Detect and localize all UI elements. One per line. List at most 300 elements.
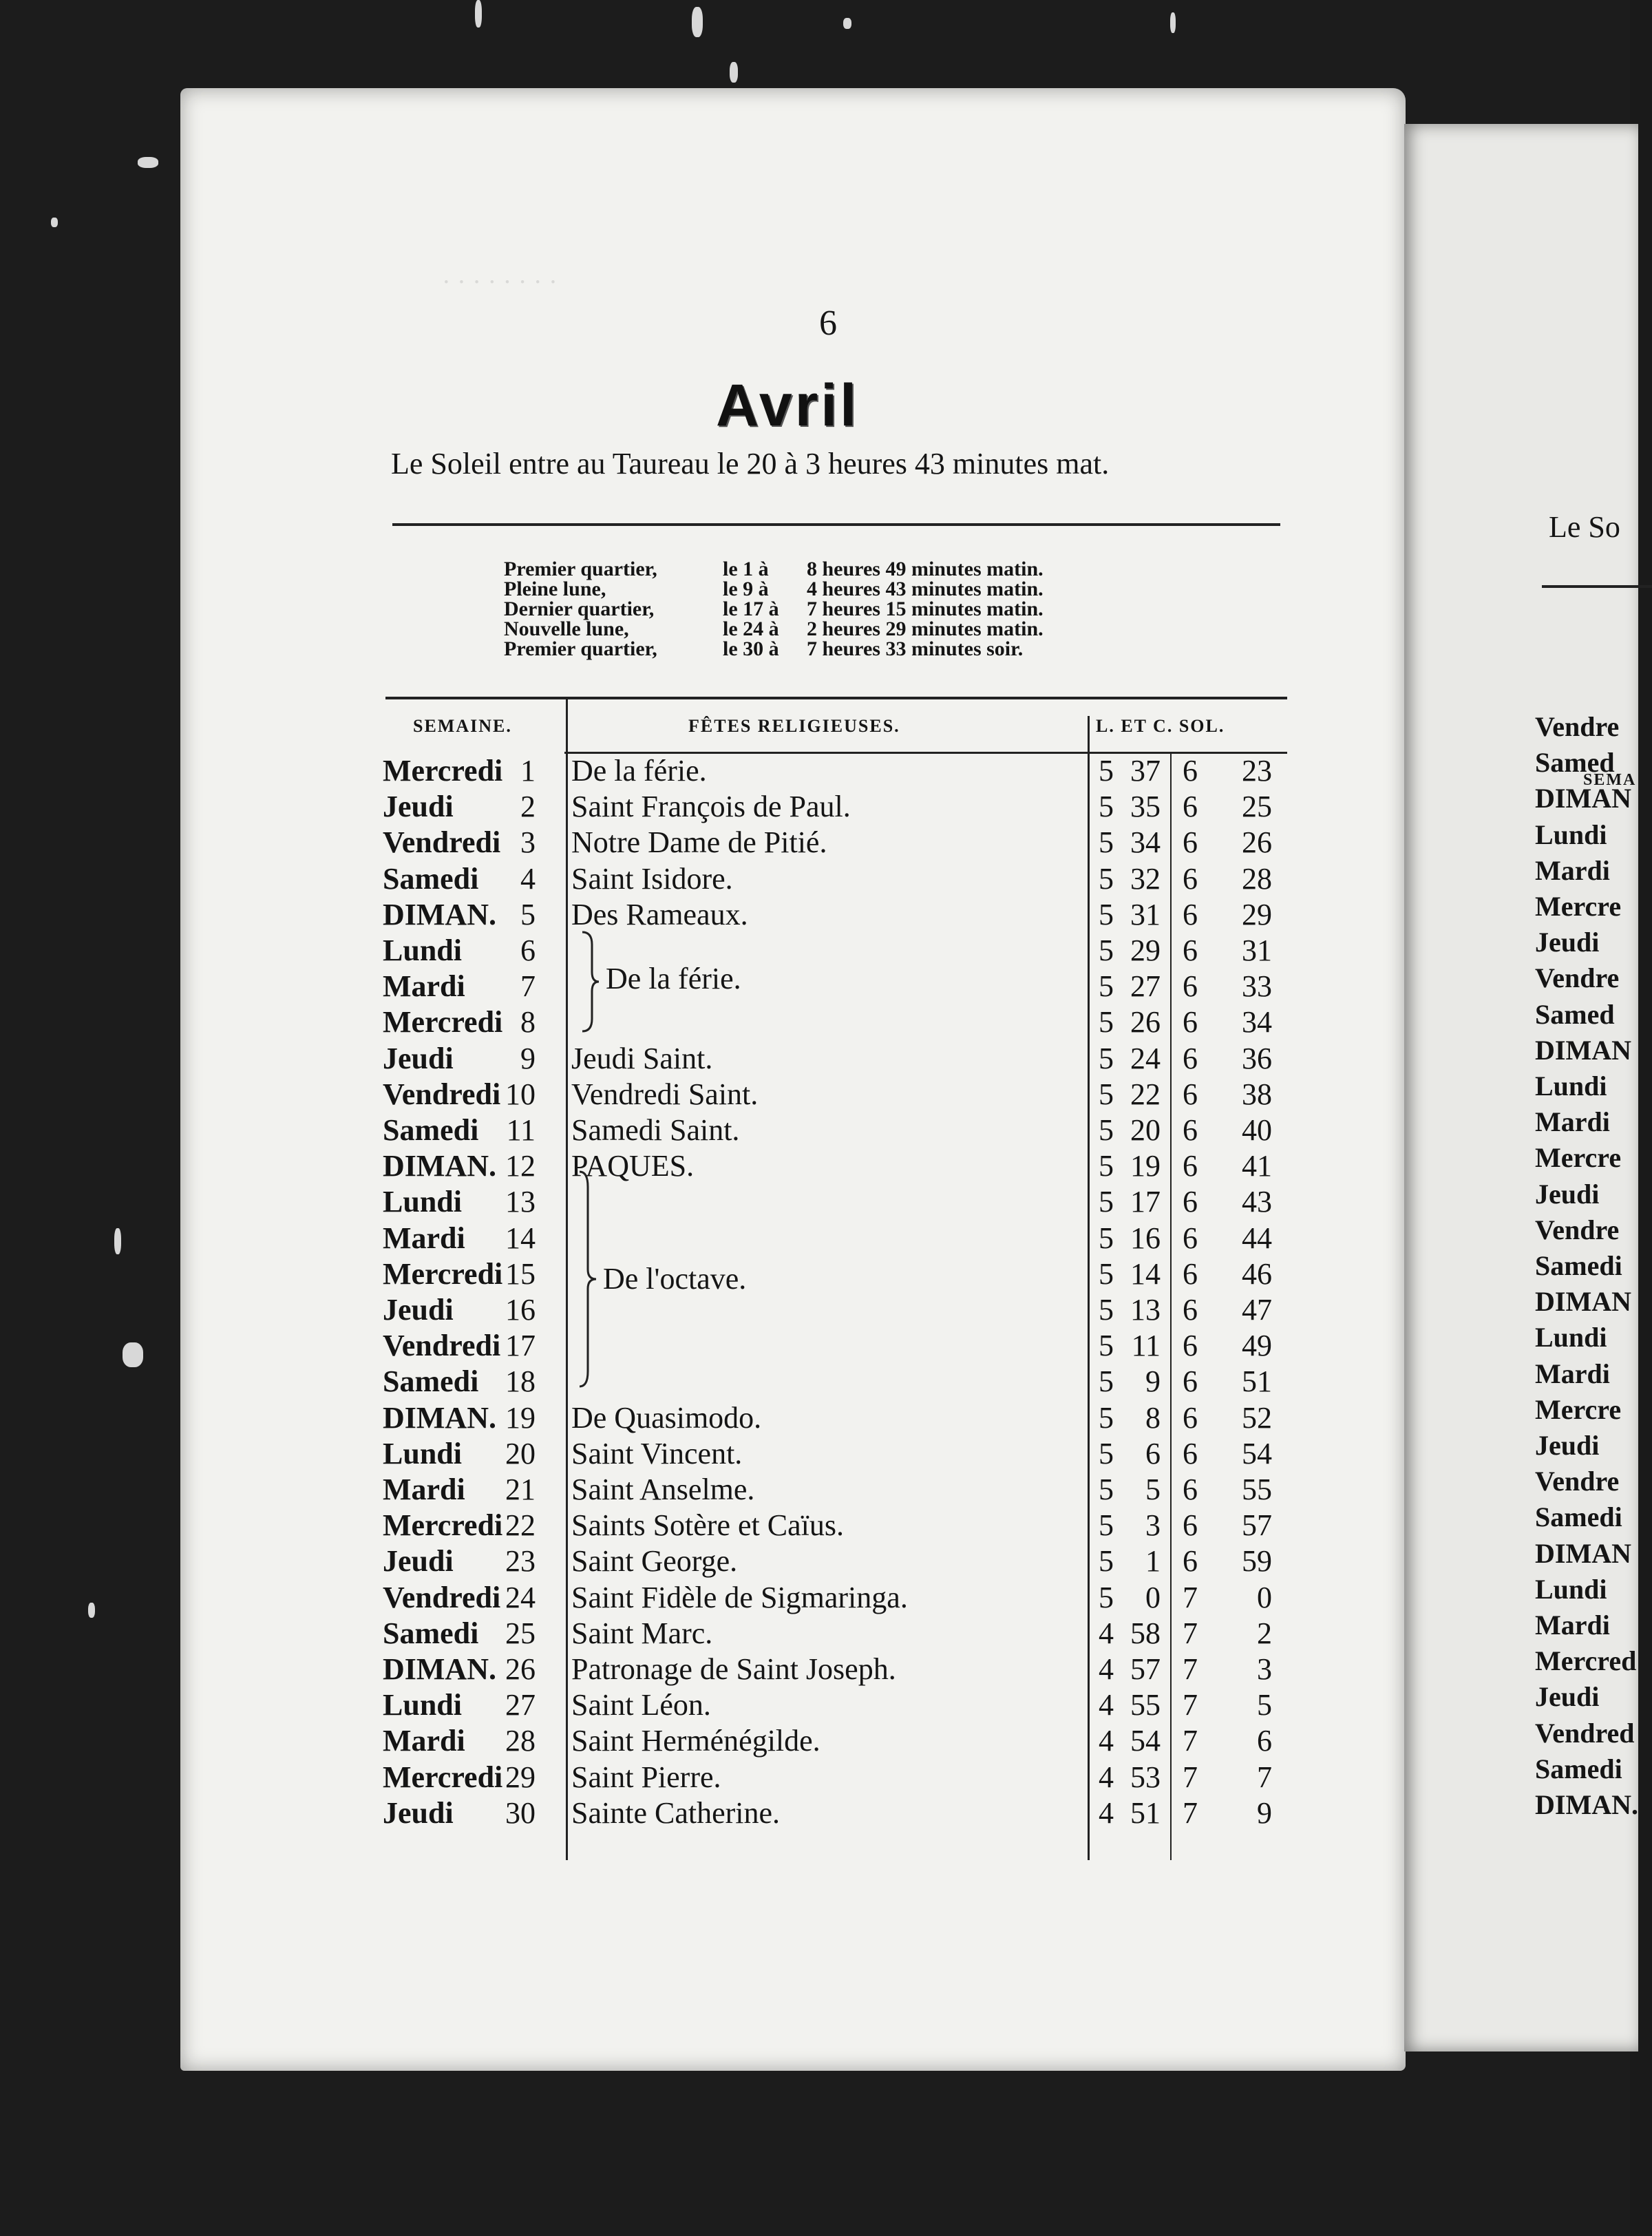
moon-phase-name: Premier quartier, <box>504 558 657 580</box>
weekday-cell: Mercredi <box>383 1256 503 1291</box>
sunset-minute-cell: 31 <box>1242 934 1272 967</box>
sunrise-hour-cell: 5 <box>1099 1473 1114 1506</box>
feast-cell: Saint Léon. <box>571 1688 711 1722</box>
next-page-weekday: DIMAN <box>1535 1034 1631 1066</box>
weekday-cell: Jeudi <box>383 1293 454 1327</box>
sunset-hour-cell: 7 <box>1183 1652 1198 1686</box>
sunset-minute-cell: 55 <box>1242 1473 1272 1506</box>
sunset-minute-cell: 49 <box>1242 1329 1272 1363</box>
sunset-hour-cell: 7 <box>1183 1724 1198 1758</box>
scan-speck <box>730 62 738 83</box>
sunrise-minute-cell: 22 <box>1130 1077 1161 1111</box>
next-page-weekday: Samedi <box>1535 1250 1622 1281</box>
day-number-cell: 28 <box>505 1724 536 1758</box>
moon-phase-date: le 9 à <box>723 578 769 600</box>
day-number-cell: 14 <box>505 1221 536 1255</box>
sunset-hour-cell: 6 <box>1183 1185 1198 1219</box>
feast-cell: Saint Fidèle de Sigmaringa. <box>571 1580 908 1614</box>
next-page-rule <box>1542 585 1652 588</box>
weekday-cell: DIMAN. <box>383 1652 496 1686</box>
table-top-rule <box>385 697 1287 699</box>
sunset-minute-cell: 33 <box>1242 969 1272 1004</box>
sunrise-minute-cell: 5 <box>1145 1473 1161 1506</box>
sunset-minute-cell: 7 <box>1257 1760 1272 1794</box>
next-page-header-fragment: SEMA <box>1583 771 1637 789</box>
next-page-weekday: Lundi <box>1535 819 1607 850</box>
sunset-minute-cell: 44 <box>1242 1221 1272 1255</box>
calendar-row <box>0 789 1630 825</box>
calendar-row <box>0 1472 1630 1508</box>
sunrise-minute-cell: 55 <box>1130 1688 1161 1722</box>
header-semaine: SEMAINE. <box>413 716 512 736</box>
calendar-row <box>0 1364 1630 1400</box>
sunrise-minute-cell: 13 <box>1130 1293 1161 1327</box>
weekday-cell: Vendredi <box>383 1580 501 1614</box>
header-soleil: L. ET C. SOL. <box>1096 716 1225 736</box>
sunset-minute-cell: 2 <box>1257 1616 1272 1650</box>
calendar-row <box>0 1616 1630 1652</box>
month-title: Avril <box>716 372 859 439</box>
sunset-hour-cell: 6 <box>1183 754 1198 788</box>
feast-cell: Notre Dame de Pitié. <box>571 825 827 860</box>
sunrise-minute-cell: 8 <box>1145 1400 1161 1435</box>
sunset-minute-cell: 23 <box>1242 754 1272 788</box>
sunset-hour-cell: 6 <box>1183 1436 1198 1470</box>
next-page-weekday: Mercre <box>1535 1393 1622 1425</box>
next-page-weekday: Mercre <box>1535 1142 1622 1174</box>
sunrise-minute-cell: 14 <box>1130 1256 1161 1291</box>
sunset-hour-cell: 6 <box>1183 1041 1198 1075</box>
sunrise-minute-cell: 26 <box>1130 1005 1161 1040</box>
title-rule <box>392 523 1280 526</box>
sunset-minute-cell: 52 <box>1242 1400 1272 1435</box>
weekday-cell: Samedi <box>383 1364 479 1399</box>
next-page-weekday: Lundi <box>1535 1070 1607 1101</box>
day-number-cell: 24 <box>505 1580 536 1614</box>
day-number-cell: 20 <box>505 1436 536 1470</box>
sunset-minute-cell: 3 <box>1257 1652 1272 1686</box>
weekday-cell: Jeudi <box>383 1544 454 1579</box>
sunrise-hour-cell: 5 <box>1099 1005 1114 1040</box>
moon-phase-name: Dernier quartier, <box>504 598 655 620</box>
sunset-hour-cell: 6 <box>1183 1077 1198 1111</box>
calendar-row <box>0 1580 1630 1616</box>
feast-cell: Saint Isidore. <box>571 861 733 896</box>
calendar-row <box>0 1112 1630 1148</box>
day-number-cell: 25 <box>505 1616 536 1650</box>
day-number-cell: 1 <box>520 754 536 788</box>
day-number-cell: 15 <box>505 1256 536 1291</box>
sunset-minute-cell: 47 <box>1242 1293 1272 1327</box>
feast-cell: Saint Vincent. <box>571 1436 743 1470</box>
sunset-minute-cell: 0 <box>1257 1580 1272 1614</box>
day-number-cell: 22 <box>505 1508 536 1543</box>
moon-phase-date: le 17 à <box>723 598 779 620</box>
weekday-cell: Lundi <box>383 1185 462 1219</box>
day-number-cell: 10 <box>505 1077 536 1111</box>
sunrise-hour-cell: 5 <box>1099 1149 1114 1183</box>
next-page-weekday: Lundi <box>1535 1573 1607 1605</box>
feast-cell: Saint François de Paul. <box>571 790 851 824</box>
weekday-cell: Mardi <box>383 1473 465 1506</box>
sunrise-minute-cell: 53 <box>1130 1760 1161 1794</box>
sunrise-minute-cell: 11 <box>1131 1329 1161 1363</box>
sunset-hour-cell: 6 <box>1183 1400 1198 1435</box>
weekday-cell: Jeudi <box>383 790 454 824</box>
calendar-row <box>0 1687 1630 1723</box>
day-number-cell: 9 <box>520 1041 536 1075</box>
weekday-cell: Vendredi <box>383 825 501 860</box>
moon-phase-date: le 24 à <box>723 618 779 640</box>
next-page-weekday: Vendre <box>1535 1214 1620 1245</box>
sunset-minute-cell: 51 <box>1242 1364 1272 1399</box>
sunset-minute-cell: 57 <box>1242 1508 1272 1543</box>
sunrise-hour-cell: 5 <box>1099 897 1114 931</box>
sunrise-minute-cell: 17 <box>1130 1185 1161 1219</box>
weekday-cell: Samedi <box>383 861 479 896</box>
sunset-hour-cell: 6 <box>1183 861 1198 896</box>
moon-phase-time: 2 heures 29 minutes matin. <box>807 618 1044 640</box>
calendar-row <box>0 1004 1630 1040</box>
sunrise-minute-cell: 9 <box>1145 1364 1161 1399</box>
day-number-cell: 23 <box>505 1544 536 1579</box>
sunset-hour-cell: 6 <box>1183 1473 1198 1506</box>
bleed-through-text: · · · · · · · · <box>442 268 558 297</box>
feast-cell: Saint Herménégilde. <box>571 1724 820 1758</box>
sunrise-hour-cell: 5 <box>1099 825 1114 860</box>
scan-speck <box>138 157 158 168</box>
scan-speck <box>843 18 851 29</box>
calendar-row <box>0 1436 1630 1472</box>
sunrise-hour-cell: 4 <box>1099 1795 1114 1830</box>
day-number-cell: 3 <box>520 825 536 860</box>
sunset-hour-cell: 7 <box>1183 1760 1198 1794</box>
sunrise-hour-cell: 5 <box>1099 861 1114 896</box>
sunrise-hour-cell: 4 <box>1099 1652 1114 1686</box>
sunrise-hour-cell: 5 <box>1099 1256 1114 1291</box>
sunrise-hour-cell: 5 <box>1099 969 1114 1004</box>
weekday-cell: Lundi <box>383 1688 462 1722</box>
day-number-cell: 19 <box>505 1400 536 1435</box>
moon-phase-time: 4 heures 43 minutes matin. <box>807 578 1044 600</box>
scan-speck <box>475 0 482 28</box>
feast-cell: Sainte Catherine. <box>571 1795 781 1830</box>
next-page-weekday: Jeudi <box>1535 1681 1600 1713</box>
sunrise-hour-cell: 5 <box>1099 1329 1114 1363</box>
sunrise-minute-cell: 27 <box>1130 969 1161 1004</box>
day-number-cell: 6 <box>520 934 536 967</box>
feast-cell: Samedi Saint. <box>571 1113 740 1147</box>
calendar-row <box>0 753 1630 789</box>
day-number-cell: 4 <box>520 861 536 896</box>
day-number-cell: 2 <box>520 790 536 824</box>
moon-phase-time: 7 heures 15 minutes matin. <box>807 598 1044 620</box>
sunrise-hour-cell: 4 <box>1099 1724 1114 1758</box>
moon-phase-time: 7 heures 33 minutes soir. <box>807 637 1024 660</box>
next-page-weekday: Vendre <box>1535 962 1620 994</box>
weekday-cell: Jeudi <box>383 1041 454 1075</box>
day-number-cell: 13 <box>505 1185 536 1219</box>
weekday-cell: Vendredi <box>383 1077 501 1111</box>
next-page-weekday: Vendre <box>1535 1466 1620 1497</box>
sunrise-hour-cell: 5 <box>1099 1041 1114 1075</box>
weekday-cell: Lundi <box>383 1436 462 1470</box>
next-page-weekday: Samedi <box>1535 1753 1622 1784</box>
sunset-minute-cell: 25 <box>1242 790 1272 824</box>
next-page-weekday: Samed <box>1535 998 1615 1030</box>
feast-cell: Saints Sotère et Caïus. <box>571 1508 844 1543</box>
day-number-cell: 16 <box>505 1293 536 1327</box>
sunrise-minute-cell: 0 <box>1145 1580 1161 1614</box>
sunset-minute-cell: 38 <box>1242 1077 1272 1111</box>
weekday-cell: Samedi <box>383 1616 479 1650</box>
sunrise-minute-cell: 20 <box>1130 1113 1161 1147</box>
sunset-minute-cell: 36 <box>1242 1041 1272 1075</box>
sunrise-hour-cell: 5 <box>1099 1077 1114 1111</box>
calendar-row <box>0 1184 1630 1220</box>
next-page-weekday: Mardi <box>1535 1106 1610 1138</box>
sunset-hour-cell: 6 <box>1183 1221 1198 1255</box>
sunrise-minute-cell: 34 <box>1130 825 1161 860</box>
sunset-minute-cell: 34 <box>1242 1005 1272 1040</box>
calendar-row <box>0 825 1630 861</box>
feast-cell: Saint George. <box>571 1544 738 1579</box>
sunrise-hour-cell: 4 <box>1099 1688 1114 1722</box>
sunrise-hour-cell: 5 <box>1099 1436 1114 1470</box>
weekday-cell: DIMAN. <box>383 897 496 931</box>
calendar-row <box>0 1148 1630 1184</box>
sunset-minute-cell: 5 <box>1257 1688 1272 1722</box>
brace-octave <box>577 1170 597 1388</box>
calendar-row <box>0 1723 1630 1759</box>
day-number-cell: 11 <box>506 1113 536 1147</box>
calendar-row <box>0 1328 1630 1364</box>
scan-speck <box>692 7 703 37</box>
sunset-minute-cell: 28 <box>1242 861 1272 896</box>
feast-cell: Saint Anselme. <box>571 1473 755 1506</box>
next-page-weekday: Lundi <box>1535 1322 1607 1353</box>
sunset-hour-cell: 6 <box>1183 1005 1198 1040</box>
day-number-cell: 26 <box>505 1652 536 1686</box>
brace-label-ferie: De la férie. <box>606 962 741 995</box>
sunrise-minute-cell: 6 <box>1145 1436 1161 1470</box>
sunset-minute-cell: 46 <box>1242 1256 1272 1291</box>
sunset-hour-cell: 6 <box>1183 1113 1198 1147</box>
weekday-cell: Mercredi <box>383 754 503 788</box>
sunset-minute-cell: 26 <box>1242 825 1272 860</box>
next-page-weekday: Mardi <box>1535 1610 1610 1641</box>
sunrise-minute-cell: 58 <box>1130 1616 1161 1650</box>
weekday-cell: Mercredi <box>383 1005 503 1040</box>
sunset-hour-cell: 6 <box>1183 1544 1198 1579</box>
sunrise-minute-cell: 16 <box>1130 1221 1161 1255</box>
sunrise-hour-cell: 5 <box>1099 1544 1114 1579</box>
feast-cell: Des Rameaux. <box>571 897 748 931</box>
day-number-cell: 8 <box>520 1005 536 1040</box>
feast-cell: De la férie. <box>571 754 707 788</box>
next-page-weekday: Mercred <box>1535 1645 1637 1677</box>
sunrise-minute-cell: 35 <box>1130 790 1161 824</box>
sunset-hour-cell: 7 <box>1183 1795 1198 1830</box>
sunrise-minute-cell: 54 <box>1130 1724 1161 1758</box>
day-number-cell: 5 <box>520 897 536 931</box>
sunrise-hour-cell: 5 <box>1099 754 1114 788</box>
feast-cell: Patronage de Saint Joseph. <box>571 1652 896 1686</box>
next-page-weekday: DIMAN <box>1535 783 1631 814</box>
sunrise-hour-cell: 5 <box>1099 1364 1114 1399</box>
sunset-minute-cell: 29 <box>1242 897 1272 931</box>
sunrise-minute-cell: 51 <box>1130 1795 1161 1830</box>
sunrise-minute-cell: 32 <box>1130 861 1161 896</box>
calendar-row <box>0 1543 1630 1579</box>
calendar-row <box>0 969 1630 1004</box>
sunset-hour-cell: 7 <box>1183 1580 1198 1614</box>
sunset-hour-cell: 7 <box>1183 1616 1198 1650</box>
sunset-minute-cell: 41 <box>1242 1149 1272 1183</box>
sunrise-hour-cell: 5 <box>1099 1221 1114 1255</box>
sunset-hour-cell: 6 <box>1183 1329 1198 1363</box>
next-page-weekday: Jeudi <box>1535 1178 1600 1210</box>
moon-phase-date: le 1 à <box>723 558 769 580</box>
sunset-hour-cell: 6 <box>1183 1256 1198 1291</box>
next-page-weekday: Mercre <box>1535 891 1622 922</box>
weekday-cell: Mercredi <box>383 1760 503 1794</box>
brace-ferie <box>580 931 600 1033</box>
calendar-row <box>0 1652 1630 1687</box>
day-number-cell: 30 <box>505 1795 536 1830</box>
moon-phase-name: Nouvelle lune, <box>504 618 629 640</box>
sunrise-minute-cell: 57 <box>1130 1652 1161 1686</box>
sunrise-minute-cell: 3 <box>1145 1508 1161 1543</box>
sunset-minute-cell: 59 <box>1242 1544 1272 1579</box>
sunset-hour-cell: 6 <box>1183 969 1198 1004</box>
day-number-cell: 21 <box>505 1473 536 1506</box>
calendar-row <box>0 1400 1630 1436</box>
next-page-weekday: Samedi <box>1535 1501 1622 1533</box>
calendar-row <box>0 861 1630 897</box>
header-fetes: FÊTES RELIGIEUSES. <box>688 716 900 736</box>
sunrise-hour-cell: 5 <box>1099 1580 1114 1614</box>
next-page-weekday: DIMAN <box>1535 1286 1631 1318</box>
sunset-hour-cell: 6 <box>1183 790 1198 824</box>
next-page-weekday: DIMAN <box>1535 1537 1631 1569</box>
next-page-weekday: Jeudi <box>1535 1430 1600 1461</box>
sun-entry-line: Le Soleil entre au Taureau le 20 à 3 heures 43 minutes mat. <box>391 447 1110 481</box>
next-page-weekday: Mardi <box>1535 854 1610 886</box>
sunrise-hour-cell: 5 <box>1099 790 1114 824</box>
weekday-cell: Samedi <box>383 1113 479 1147</box>
calendar-row <box>0 1292 1630 1328</box>
calendar-row <box>0 933 1630 969</box>
calendar-row <box>0 897 1630 933</box>
sunrise-minute-cell: 19 <box>1130 1149 1161 1183</box>
sunrise-hour-cell: 5 <box>1099 934 1114 967</box>
sunrise-hour-cell: 5 <box>1099 1113 1114 1147</box>
next-page-weekday: Mardi <box>1535 1358 1610 1389</box>
calendar-row <box>0 1221 1630 1256</box>
day-number-cell: 12 <box>505 1149 536 1183</box>
day-number-cell: 27 <box>505 1688 536 1722</box>
sunrise-hour-cell: 4 <box>1099 1760 1114 1794</box>
sunrise-minute-cell: 24 <box>1130 1041 1161 1075</box>
sunrise-hour-cell: 4 <box>1099 1616 1114 1650</box>
scan-speck <box>1170 12 1176 33</box>
weekday-cell: Mercredi <box>383 1508 503 1543</box>
feast-cell: Saint Pierre. <box>571 1760 721 1794</box>
calendar-row <box>0 1077 1630 1112</box>
day-number-cell: 7 <box>520 969 536 1004</box>
calendar-row <box>0 1760 1630 1795</box>
day-number-cell: 18 <box>505 1364 536 1399</box>
sunset-minute-cell: 6 <box>1257 1724 1272 1758</box>
moon-phase-date: le 30 à <box>723 637 779 660</box>
sunset-hour-cell: 6 <box>1183 897 1198 931</box>
weekday-cell: Mardi <box>383 969 465 1004</box>
sunrise-minute-cell: 1 <box>1145 1544 1161 1579</box>
day-number-cell: 17 <box>505 1329 536 1363</box>
next-page-weekday: Samed <box>1535 747 1615 779</box>
feast-cell: De Quasimodo. <box>571 1400 762 1435</box>
calendar-row <box>0 1256 1630 1292</box>
sunrise-hour-cell: 5 <box>1099 1185 1114 1219</box>
sunrise-hour-cell: 5 <box>1099 1400 1114 1435</box>
sunset-hour-cell: 6 <box>1183 1149 1198 1183</box>
moon-phase-name: Pleine lune, <box>504 578 606 600</box>
sunrise-minute-cell: 31 <box>1130 897 1161 931</box>
sunrise-minute-cell: 37 <box>1130 754 1161 788</box>
day-number-cell: 29 <box>505 1760 536 1794</box>
sunset-minute-cell: 54 <box>1242 1436 1272 1470</box>
sunset-hour-cell: 6 <box>1183 825 1198 860</box>
next-page-sun-fragment: Le So <box>1549 510 1620 544</box>
weekday-cell: Mardi <box>383 1724 465 1758</box>
next-page-weekday: Vendred <box>1535 1717 1635 1749</box>
weekday-cell: Mardi <box>383 1221 465 1255</box>
sunset-minute-cell: 40 <box>1242 1113 1272 1147</box>
calendar-row <box>0 1041 1630 1077</box>
moon-phase-time: 8 heures 49 minutes matin. <box>807 558 1044 580</box>
moon-phase-name: Premier quartier, <box>504 637 657 660</box>
sunset-hour-cell: 6 <box>1183 1508 1198 1543</box>
calendar-row <box>0 1508 1630 1543</box>
weekday-cell: Lundi <box>383 934 462 967</box>
page-number: 6 <box>819 304 837 343</box>
sunrise-minute-cell: 29 <box>1130 934 1161 967</box>
sunset-hour-cell: 6 <box>1183 1293 1198 1327</box>
next-page-weekday: Vendre <box>1535 711 1620 742</box>
sunset-minute-cell: 43 <box>1242 1185 1272 1219</box>
feast-cell: Jeudi Saint. <box>571 1041 713 1075</box>
sunset-minute-cell: 9 <box>1257 1795 1272 1830</box>
sunset-hour-cell: 6 <box>1183 1364 1198 1399</box>
weekday-cell: Jeudi <box>383 1795 454 1830</box>
feast-cell: PAQUES. <box>571 1149 695 1183</box>
scan-speck <box>51 218 58 227</box>
calendar-row <box>0 1795 1630 1831</box>
weekday-cell: Vendredi <box>383 1329 501 1363</box>
brace-label-octave: De l'octave. <box>603 1262 747 1296</box>
sunrise-hour-cell: 5 <box>1099 1293 1114 1327</box>
feast-cell: Saint Marc. <box>571 1616 713 1650</box>
sunset-hour-cell: 7 <box>1183 1688 1198 1722</box>
next-page-weekday: Jeudi <box>1535 927 1600 958</box>
weekday-cell: DIMAN. <box>383 1149 496 1183</box>
weekday-cell: DIMAN. <box>383 1400 496 1435</box>
sunset-hour-cell: 6 <box>1183 934 1198 967</box>
feast-cell: Vendredi Saint. <box>571 1077 759 1111</box>
next-page-weekday: DIMAN. <box>1535 1789 1638 1820</box>
sunrise-hour-cell: 5 <box>1099 1508 1114 1543</box>
